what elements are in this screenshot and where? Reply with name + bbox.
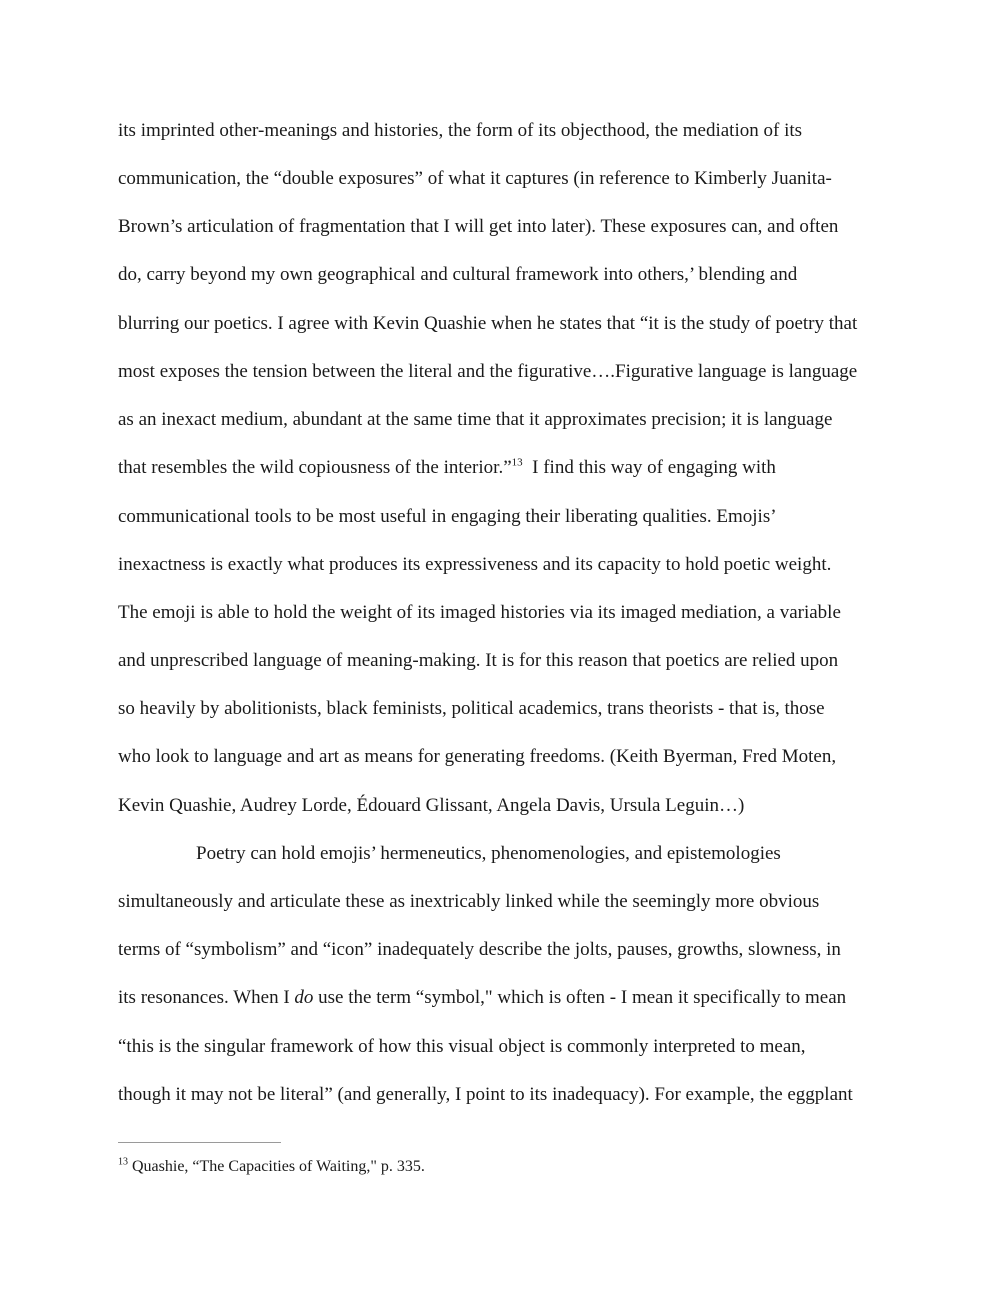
body-line-8 xyxy=(118,456,776,480)
body-line-4: do, carry beyond my own geographical and cultural framework into others,’ blending and xyxy=(118,264,798,285)
body-line-5: blurring our poetics. I agree with Kevin Quashie when he states that “it is the study of poetry that xyxy=(118,313,858,334)
body-line-9: communicational tools to be most useful in engaging their liberating qualities. Emojis’ xyxy=(118,506,777,527)
body-line-19-continuation: use the term “symbol," which is often - I mean it specifically to mean xyxy=(313,987,847,1008)
footnote-number: 13 xyxy=(118,1156,128,1168)
footnote-text: Quashie, “The Capacities of Waiting," p. 335. xyxy=(128,1158,425,1175)
body-line-14: who look to language and art as means for generating freedoms. (Keith Byerman, Fred Moten, xyxy=(118,746,837,767)
body-line-13: so heavily by abolitionists, black feminists, political academics, trans theorists - that is, those xyxy=(118,698,825,719)
body-line-19 xyxy=(118,986,846,1010)
body-line-3: Brown’s articulation of fragmentation that I will get into later). These exposures can, and often xyxy=(118,216,839,237)
body-line-21: though it may not be literal” (and generally, I point to its inadequacy). For example, the eggplant xyxy=(118,1084,853,1105)
emphasis-do: do xyxy=(294,987,314,1008)
body-line-8-continuation: I find this way of engaging with xyxy=(522,457,776,478)
body-line-17: simultaneously and articulate these as inextricably linked while the seemingly more obvious xyxy=(118,891,820,912)
paragraph-2-first-line: Poetry can hold emojis’ hermeneutics, phenomenologies, and epistemologies xyxy=(196,843,781,864)
body-line-6: most exposes the tension between the literal and the figurative….Figurative language is language xyxy=(118,361,858,382)
footnote xyxy=(118,1156,425,1178)
body-line-2: communication, the “double exposures” of what it captures (in reference to Kimberly Juanita- xyxy=(118,168,832,189)
body-line-18: terms of “symbolism” and “icon” inadequately describe the jolts, pauses, growths, slowness, in xyxy=(118,939,841,960)
body-line-8-text: that resembles the wild copiousness of the interior.” xyxy=(118,457,512,478)
body-line-10: inexactness is exactly what produces its expressiveness and its capacity to hold poetic weight. xyxy=(118,554,832,575)
body-line-19-text: its resonances. When I xyxy=(118,987,295,1008)
body-line-1: its imprinted other-meanings and histories, the form of its objecthood, the mediation of its xyxy=(118,120,803,141)
body-line-12: and unprescribed language of meaning-making. It is for this reason that poetics are relied upon xyxy=(118,650,839,671)
body-line-11: The emoji is able to hold the weight of its imaged histories via its imaged mediation, a variable xyxy=(118,602,841,623)
body-line-7: as an inexact medium, abundant at the same time that it approximates precision; it is language xyxy=(118,409,833,430)
body-line-20: “this is the singular framework of how this visual object is commonly interpreted to mean, xyxy=(118,1036,806,1057)
footnote-reference[interactable]: 13 xyxy=(511,456,523,469)
footnote-separator xyxy=(118,1142,281,1143)
body-line-15: Kevin Quashie, Audrey Lorde, Édouard Glissant, Angela Davis, Ursula Leguin…) xyxy=(118,795,745,816)
